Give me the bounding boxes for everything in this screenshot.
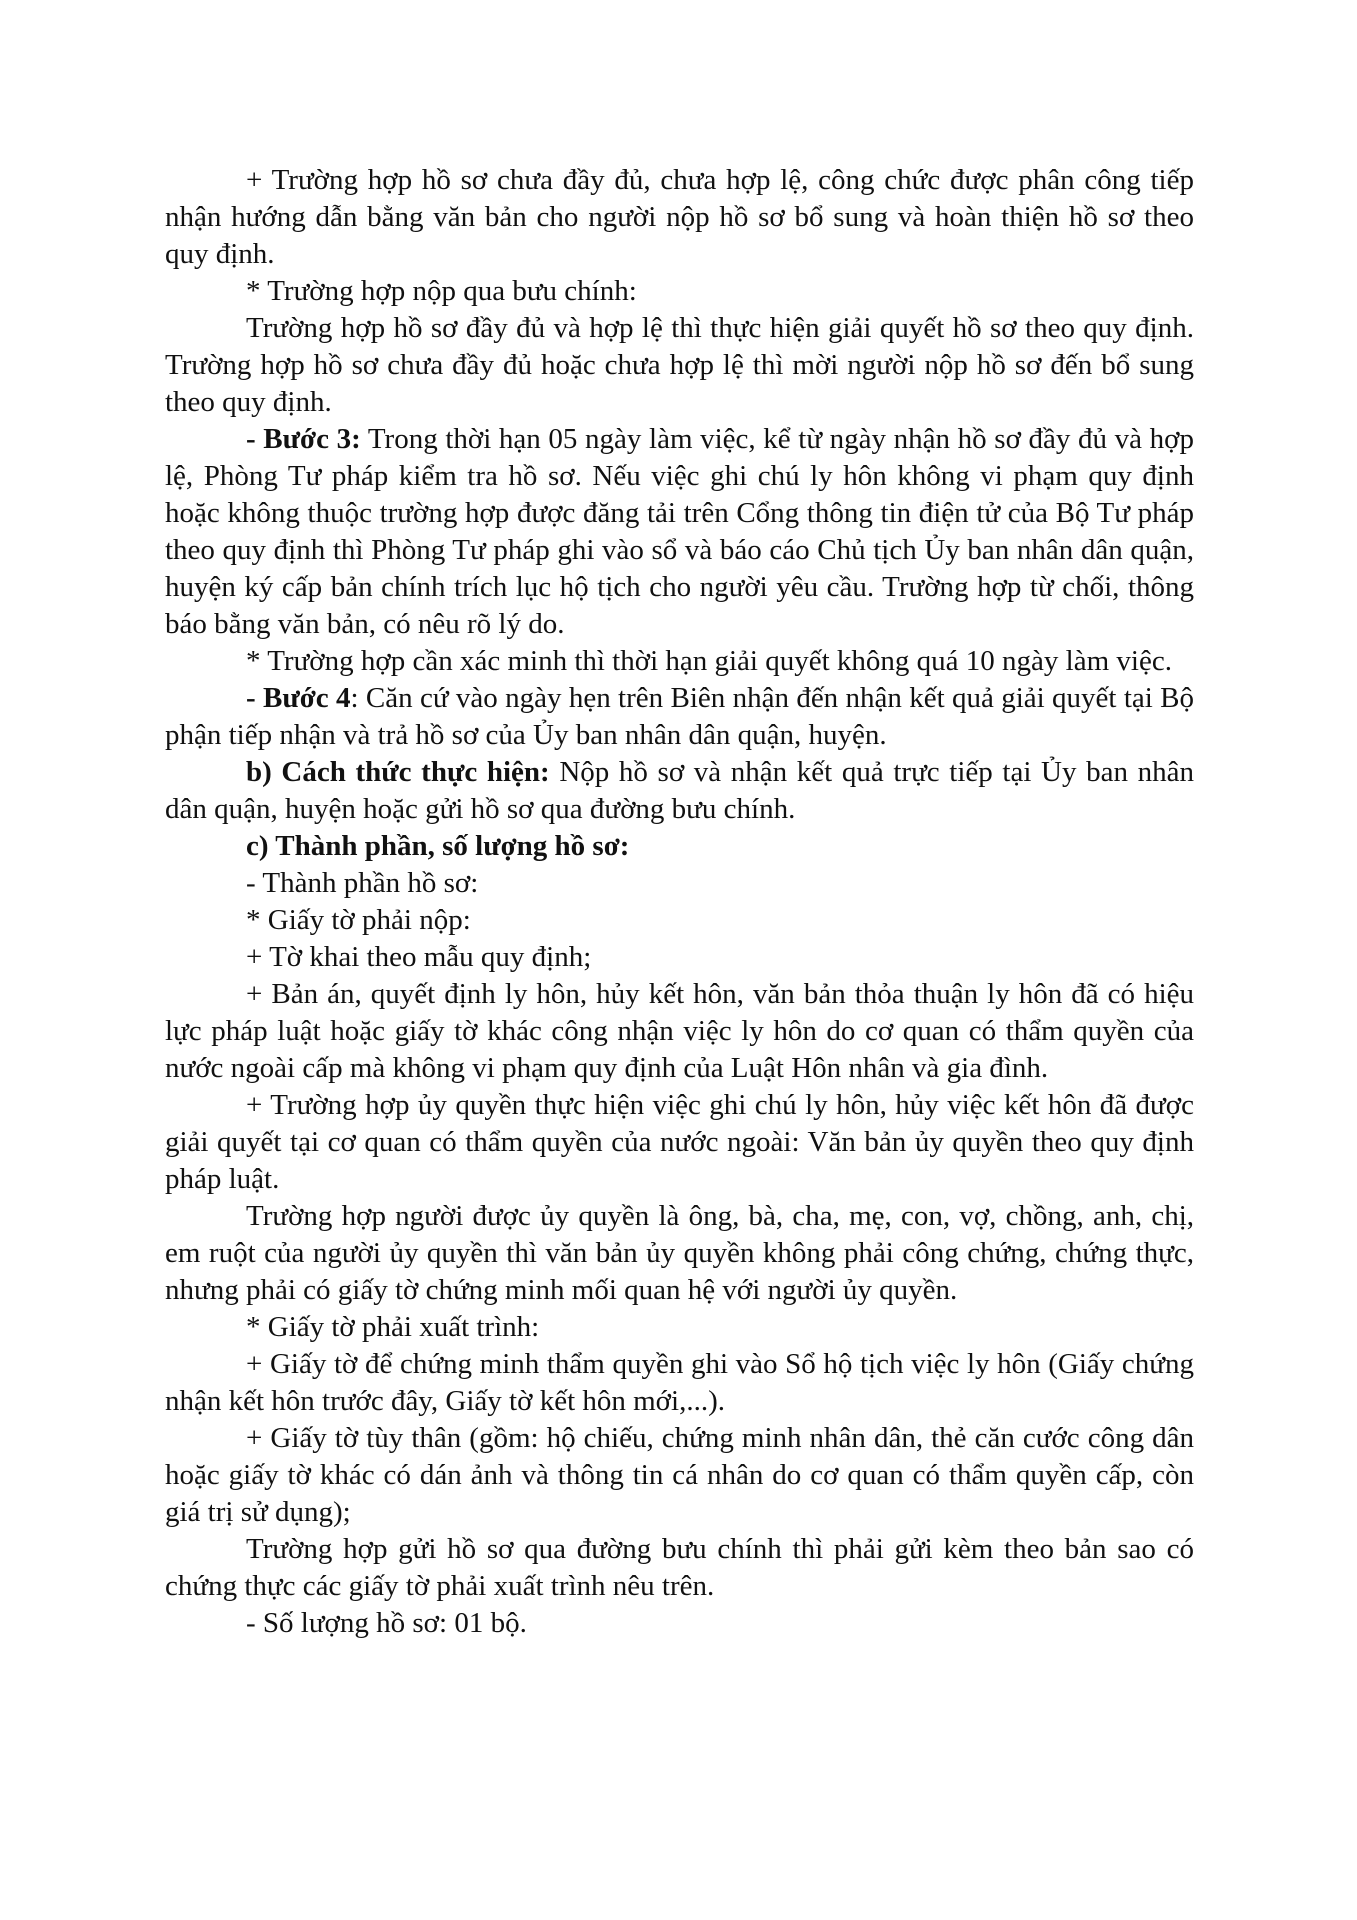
paragraph-text: Trường hợp hồ sơ đầy đủ và hợp lệ thì thực hiện giải quyết hồ sơ theo quy định. Trường hợp hồ sơ chưa đầy đủ hoặc chưa hợp lệ thì mời người nộp hồ sơ đến bổ sung theo quy định.: [165, 312, 1194, 418]
paragraph-verification-deadline: [165, 643, 1194, 680]
paragraph-text: - Thành phần hồ sơ:: [246, 867, 479, 899]
paragraph-text: * Giấy tờ phải nộp:: [246, 904, 471, 936]
paragraph-step-4: [165, 680, 1194, 754]
paragraph-relative-authorization: [165, 1198, 1194, 1309]
paragraph-identity-papers: [165, 1420, 1194, 1531]
paragraph-documents-to-submit: [165, 902, 1194, 939]
paragraph-text: : Căn cứ vào ngày hẹn trên Biên nhận đến nhận kết quả giải quyết tại Bộ phận tiếp nhận và trả hồ sơ của Ủy ban nhân dân quận, huyện.: [165, 682, 1194, 751]
section-b-heading: b) Cách thức thực hiện:: [246, 756, 550, 788]
paragraph-postal-certified-copies: [165, 1531, 1194, 1605]
step-4-label: - Bước 4: [246, 682, 351, 714]
document-page: [165, 162, 1194, 1642]
paragraph-documents-to-present: [165, 1309, 1194, 1346]
paragraph-text: + Giấy tờ tùy thân (gồm: hộ chiếu, chứng minh nhân dân, thẻ căn cước công dân hoặc giấy tờ khác có dán ảnh và thông tin cá nhân do cơ quan có thẩm quyền cấp, còn giá trị sử dụng);: [165, 1422, 1194, 1528]
paragraph-postal-case-heading: [165, 273, 1194, 310]
paragraph-method-of-implementation: [165, 754, 1194, 828]
paragraph-jurisdiction-proof: [165, 1346, 1194, 1420]
paragraph-text: * Giấy tờ phải xuất trình:: [246, 1311, 540, 1343]
section-c-heading: c) Thành phần, số lượng hồ sơ:: [246, 830, 630, 862]
paragraph-postal-case-detail: [165, 310, 1194, 421]
paragraph-text: + Trường hợp hồ sơ chưa đầy đủ, chưa hợp lệ, công chức được phân công tiếp nhận hướng dẫn bằng văn bản cho người nộp hồ sơ bổ sung và hoàn thiện hồ sơ theo quy định.: [165, 164, 1194, 270]
paragraph-dossier-components: [165, 865, 1194, 902]
paragraph-dossier-quantity: [165, 1605, 1194, 1642]
paragraph-text: + Giấy tờ để chứng minh thẩm quyền ghi vào Sổ hộ tịch việc ly hôn (Giấy chứng nhận kết hôn trước đây, Giấy tờ kết hôn mới,...).: [165, 1348, 1194, 1417]
paragraph-declaration-form: [165, 939, 1194, 976]
paragraph-text: Trong thời hạn 05 ngày làm việc, kể từ ngày nhận hồ sơ đầy đủ và hợp lệ, Phòng Tư pháp kiểm tra hồ sơ. Nếu việc ghi chú ly hôn không vi phạm quy định hoặc không thuộc trường hợp được đăng tải trên Cổng thông tin điện tử của Bộ Tư pháp theo quy định thì Phòng Tư pháp ghi vào sổ và báo cáo Chủ tịch Ủy ban nhân dân quận, huyện ký cấp bản chính trích lục hộ tịch cho người yêu cầu. Trường hợp từ chối, thông báo bằng văn bản, có nêu rõ lý do.: [165, 423, 1194, 640]
paragraph-text: + Trường hợp ủy quyền thực hiện việc ghi chú ly hôn, hủy việc kết hôn đã được giải quyết tại cơ quan có thẩm quyền của nước ngoài: Văn bản ủy quyền theo quy định pháp luật.: [165, 1089, 1194, 1195]
paragraph-text: + Bản án, quyết định ly hôn, hủy kết hôn, văn bản thỏa thuận ly hôn đã có hiệu lực pháp luật hoặc giấy tờ khác công nhận việc ly hôn do cơ quan có thẩm quyền của nước ngoài cấp mà không vi phạm quy định của Luật Hôn nhân và gia đình.: [165, 978, 1194, 1084]
paragraph-incomplete-dossier: [165, 162, 1194, 273]
paragraph-divorce-judgment: [165, 976, 1194, 1087]
paragraph-text: Trường hợp người được ủy quyền là ông, bà, cha, mẹ, con, vợ, chồng, anh, chị, em ruột của người ủy quyền thì văn bản ủy quyền không phải công chứng, chứng thực, nhưng phải có giấy tờ chứng minh mối quan hệ với người ủy quyền.: [165, 1200, 1194, 1306]
paragraph-text: Nộp hồ sơ và nhận kết quả trực tiếp tại Ủy ban nhân dân quận, huyện hoặc gửi hồ sơ qua đường bưu chính.: [165, 756, 1194, 825]
paragraph-authorization-case: [165, 1087, 1194, 1198]
paragraph-dossier-composition-heading: [165, 828, 1194, 865]
paragraph-step-3: [165, 421, 1194, 643]
paragraph-text: * Trường hợp cần xác minh thì thời hạn giải quyết không quá 10 ngày làm việc.: [246, 645, 1172, 677]
paragraph-text: - Số lượng hồ sơ: 01 bộ.: [246, 1607, 527, 1639]
step-3-label: - Bước 3:: [246, 423, 361, 455]
paragraph-text: + Tờ khai theo mẫu quy định;: [246, 941, 592, 973]
paragraph-text: * Trường hợp nộp qua bưu chính:: [246, 275, 637, 307]
paragraph-text: Trường hợp gửi hồ sơ qua đường bưu chính thì phải gửi kèm theo bản sao có chứng thực các giấy tờ phải xuất trình nêu trên.: [165, 1533, 1194, 1602]
